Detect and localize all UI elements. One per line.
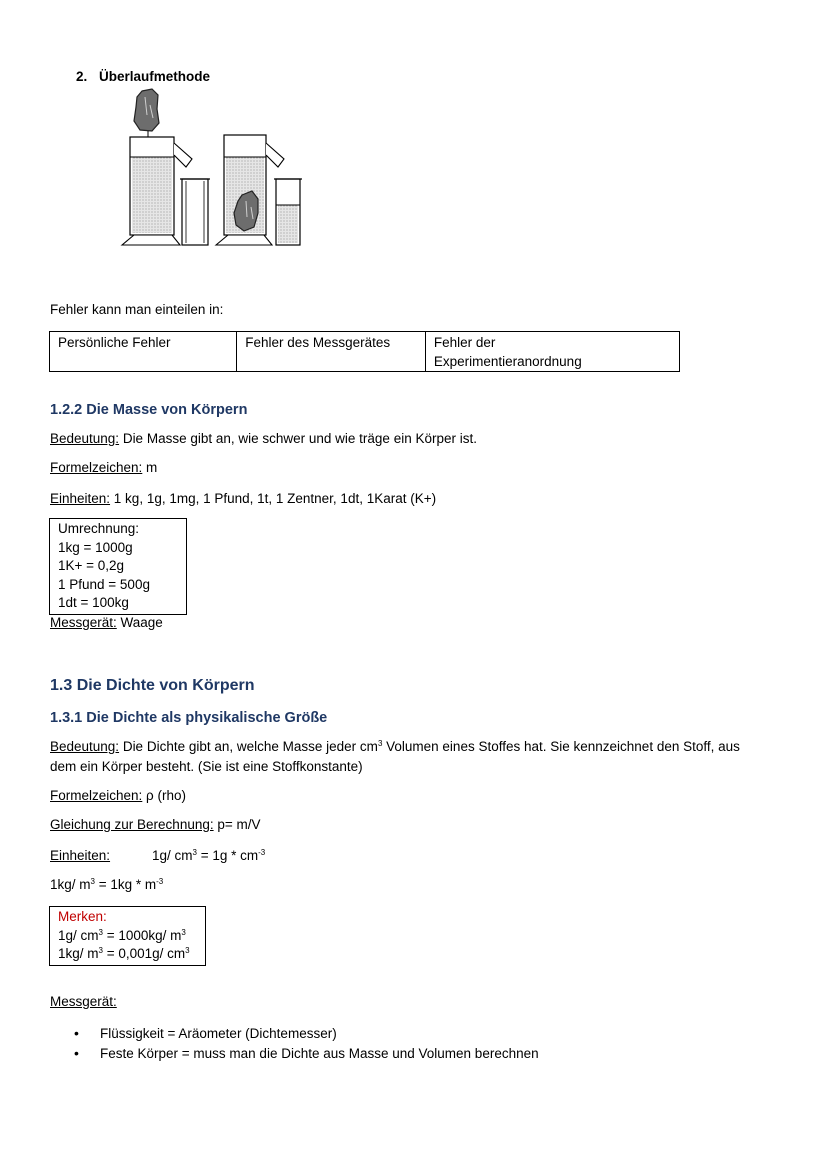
- dichte-bedeutung-line2: dem ein Körper besteht. (Sie ist eine Stoffkonstante): [50, 759, 363, 774]
- text: m: [142, 460, 158, 475]
- label: Formelzeichen:: [50, 460, 143, 475]
- dichte-gleichung: [50, 817, 261, 832]
- superscript: 3: [181, 927, 186, 937]
- superscript: 3: [192, 848, 197, 857]
- box-line: 1kg = 1000g: [58, 539, 133, 555]
- text: Die Dichte gibt an, welche Masse jeder cm: [119, 739, 378, 754]
- masse-einheiten: [50, 491, 436, 506]
- dichte-einheiten: [50, 848, 110, 863]
- label: Einheiten:: [50, 848, 111, 863]
- list-item: Flüssigkeit = Aräometer (Dichtemesser): [100, 1026, 337, 1041]
- masse-formelzeichen: [50, 460, 157, 475]
- label: Einheiten:: [50, 491, 111, 506]
- superscript: -3: [156, 877, 164, 886]
- superscript: 3: [90, 877, 95, 886]
- masse-messgeraet: [50, 615, 163, 630]
- text: 1g/ cm: [58, 927, 99, 943]
- label: Bedeutung:: [50, 431, 120, 446]
- text: = 1g * cm: [196, 848, 259, 863]
- fehler-table: [49, 331, 680, 372]
- text: 1 kg, 1g, 1mg, 1 Pfund, 1t, 1 Zentner, 1dt, 1Karat (K+): [110, 491, 437, 506]
- box-line: Umrechnung:: [58, 521, 140, 536]
- list-item: Feste Körper = muss man die Dichte aus Masse und Volumen berechnen: [100, 1046, 539, 1061]
- text: 1kg/ m: [58, 946, 99, 961]
- box-line: [58, 927, 197, 946]
- bullet-icon: •: [74, 1025, 79, 1041]
- box-line: 1K+ = 0,2g: [58, 558, 125, 573]
- label: Bedeutung:: [50, 739, 120, 754]
- section-title-ueberlauf: [76, 69, 210, 84]
- text: Volumen eines Stoffes hat. Sie kennzeichnet den Stoff, aus: [382, 739, 740, 754]
- text: 1kg/ m: [50, 877, 91, 892]
- dichte-formelzeichen: [50, 788, 186, 803]
- fehler-intro: Fehler kann man einteilen in:: [50, 302, 224, 317]
- box-line: 1 Pfund = 500g: [58, 576, 150, 592]
- heading-masse: 1.2.2 Die Masse von Körpern: [50, 402, 248, 418]
- text: = 1000kg/ m: [102, 927, 182, 943]
- label: Formelzeichen:: [50, 788, 143, 803]
- text: p= m/V: [213, 817, 261, 832]
- section-number: 2.: [76, 69, 88, 84]
- table-cell: Persönliche Fehler: [50, 332, 237, 372]
- bullet-icon: •: [74, 1045, 79, 1061]
- label: Gleichung zur Berechnung:: [50, 817, 214, 832]
- subheading-dichte: 1.3.1 Die Dichte als physikalische Größe: [50, 710, 328, 726]
- text: = 0,001g/ cm: [102, 946, 186, 961]
- box-line: [58, 945, 197, 964]
- label: Messgerät:: [50, 615, 117, 630]
- dichte-messgeraet: [50, 994, 117, 1009]
- superscript: 3: [98, 946, 103, 955]
- dichte-bedeutung: [50, 739, 740, 754]
- dichte-einheiten-value: [152, 848, 265, 863]
- section-title: Überlaufmethode: [99, 69, 211, 84]
- dichte-einheiten-2: [50, 877, 163, 892]
- text: = 1kg * m: [94, 877, 157, 892]
- merken-title: Merken:: [58, 909, 107, 924]
- masse-bedeutung: [50, 431, 477, 446]
- text: Die Masse gibt an, wie schwer und wie träge ein Körper ist.: [119, 431, 477, 446]
- superscript: 3: [185, 946, 190, 955]
- text: Waage: [116, 615, 163, 630]
- label: Messgerät:: [50, 994, 117, 1009]
- superscript: 3: [377, 739, 383, 748]
- box-line: 1dt = 100kg: [58, 595, 129, 610]
- merken-box: [49, 906, 206, 966]
- overflow-method-diagram: [112, 85, 312, 255]
- table-cell: Fehler der Experimentieranordnung: [425, 332, 679, 372]
- superscript: -3: [258, 848, 266, 857]
- umrechnung-box: [49, 518, 187, 615]
- superscript: 3: [98, 927, 103, 937]
- text: 1g/ cm: [152, 848, 193, 863]
- text: ρ (rho): [142, 788, 186, 803]
- table-cell: Fehler des Messgerätes: [237, 332, 426, 372]
- heading-dichte: 1.3 Die Dichte von Körpern: [50, 677, 255, 694]
